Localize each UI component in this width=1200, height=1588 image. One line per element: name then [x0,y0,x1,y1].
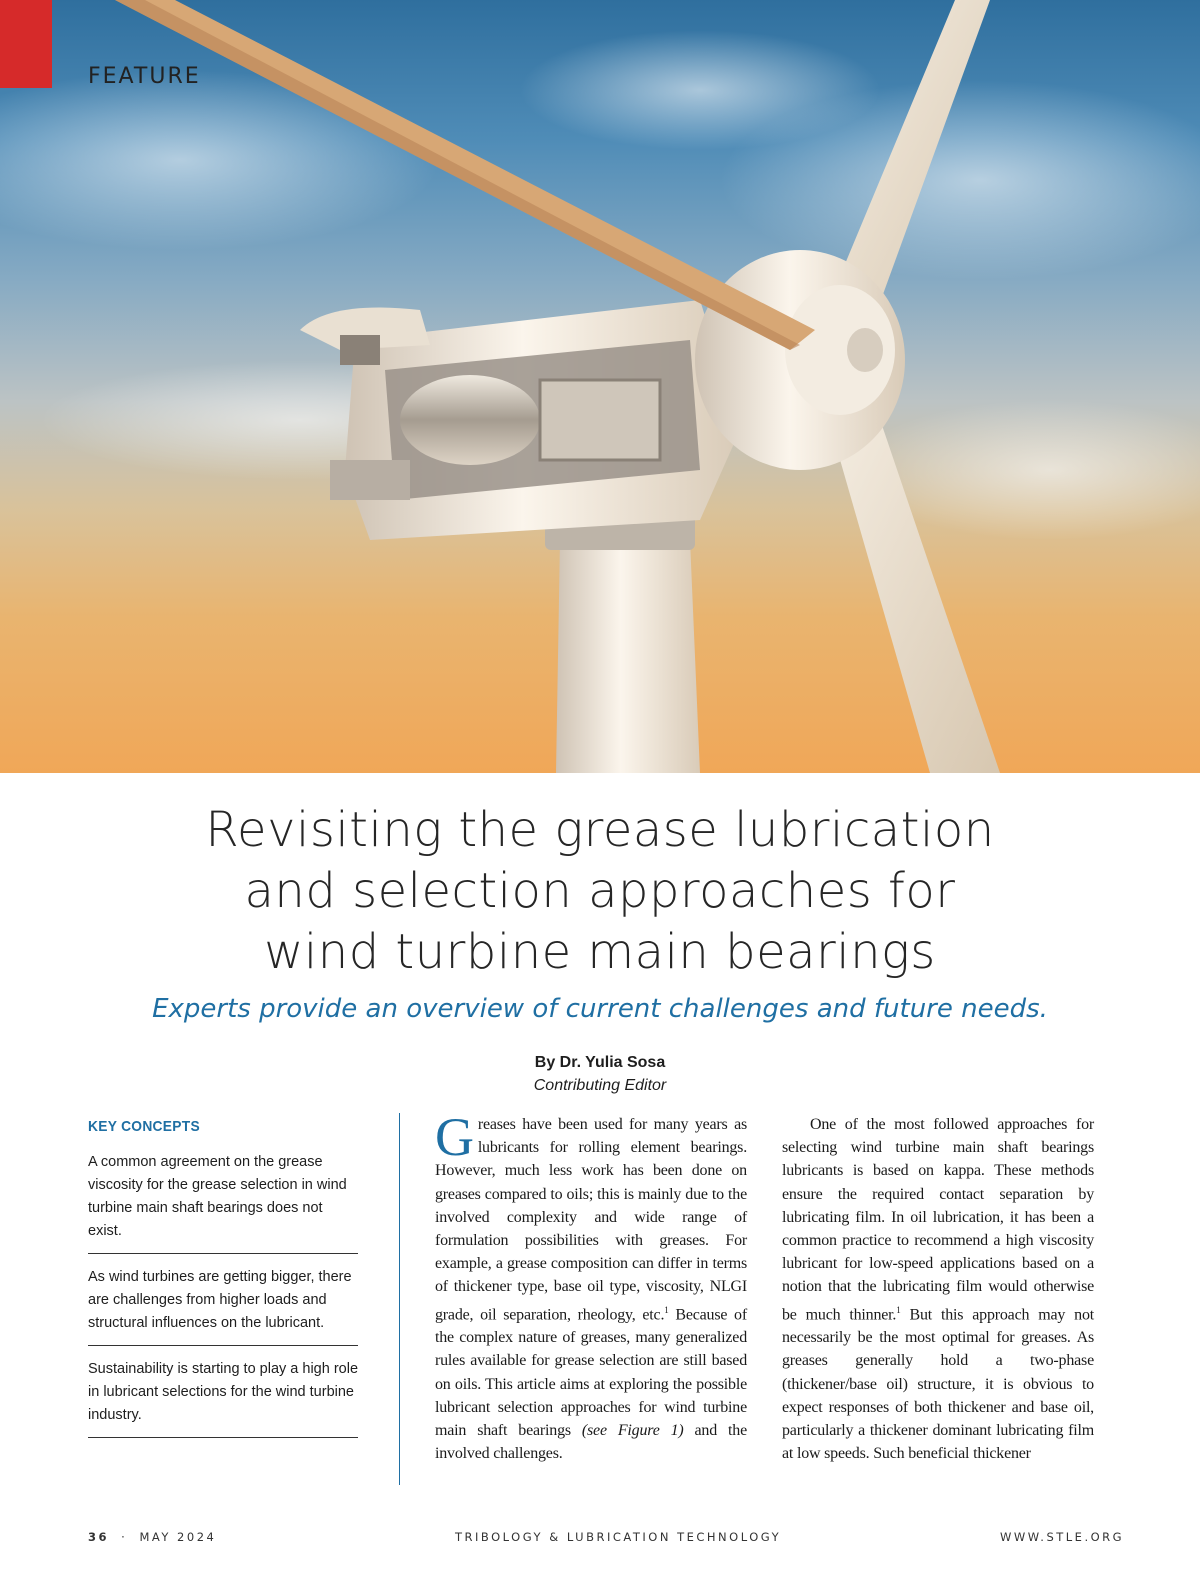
key-concepts-box [88,1118,358,1450]
body-paragraph [782,1113,1094,1465]
key-concept-item: Sustainability is starting to play a high role in lubricant selections for the wind turbine industry. [88,1358,358,1438]
figure-reference: (see Figure 1) [581,1421,684,1439]
footer-page-info [88,1530,216,1544]
key-concept-item: As wind turbines are getting bigger, there are challenges from higher loads and structural influences on the lubricant. [88,1266,358,1346]
website-link[interactable]: WWW.STLE.ORG [1000,1530,1125,1544]
body-text: and the involved challenges. [435,1421,747,1463]
page-number: 36 [88,1530,110,1544]
title-line: Revisiting the grease lubrication [205,802,995,858]
section-label: FEATURE [88,64,201,89]
reference-marker: 1 [664,1304,669,1315]
reference-marker: 1 [896,1304,901,1315]
column-divider [399,1113,400,1485]
title-line: wind turbine main bearings [264,924,936,980]
wind-turbine-illustration [0,0,1200,773]
key-concept-item: A common agreement on the grease viscosity for the grease selection in wind turbine main shaft bearings does not exist. [88,1151,358,1254]
body-text: reases have been used for many years as lubricants for rolling element bearings. However, much less work has been done on greases compared to oils; this is mainly due to the involved complexity and wide range of formulation possibilities with greases. For example, a grease composition can differ in terms of thickener type, base oil type, viscosity, NLGI grade, oil separation, rheology, etc. [435,1116,747,1323]
body-text: But this approach may not necessarily be the most optimal for greases. As greases generally hold a two-phase (thickener/base oil) structure, it is obvious to expect responses of both thickener and base oil, particularly a thickener dominant lubricating film at low speeds. Such beneficial thickener [782,1305,1094,1463]
byline: By Dr. Yulia Sosa [534,1054,666,1071]
section-color-tab [0,0,52,88]
title-line: and selection approaches for [244,863,956,919]
body-column-2 [782,1113,1094,1465]
footer-separator: · [121,1530,128,1544]
publication-name: TRIBOLOGY & LUBRICATION TECHNOLOGY [455,1530,782,1544]
key-concepts-heading: KEY CONCEPTS [88,1118,200,1135]
drop-cap: G [435,1107,474,1167]
body-column-1 [435,1107,747,1465]
article-title [100,800,1100,983]
hero-image [0,0,1200,773]
author-role: Contributing Editor [533,1077,667,1094]
issue-date: MAY 2024 [139,1530,217,1544]
article-subtitle: Experts provide an overview of current challenges and future needs. [152,994,1048,1024]
body-text: One of the most followed approaches for selecting wind turbine main shaft bearings lubricants is based on kappa. These methods ensure the required contact separation by lubricating film. In oil lubrication, it has been a common practice to recommend a high viscosity lubricant for low-speed applications based on a notion that the lubricating film would otherwise be much thinner. [782,1116,1094,1323]
body-text: Because of the complex nature of greases, many generalized rules available for grease selection are still based on oils. This article aims at exploring the possible lubricant selection approaches for wind turbine main shaft bearings [435,1305,747,1439]
